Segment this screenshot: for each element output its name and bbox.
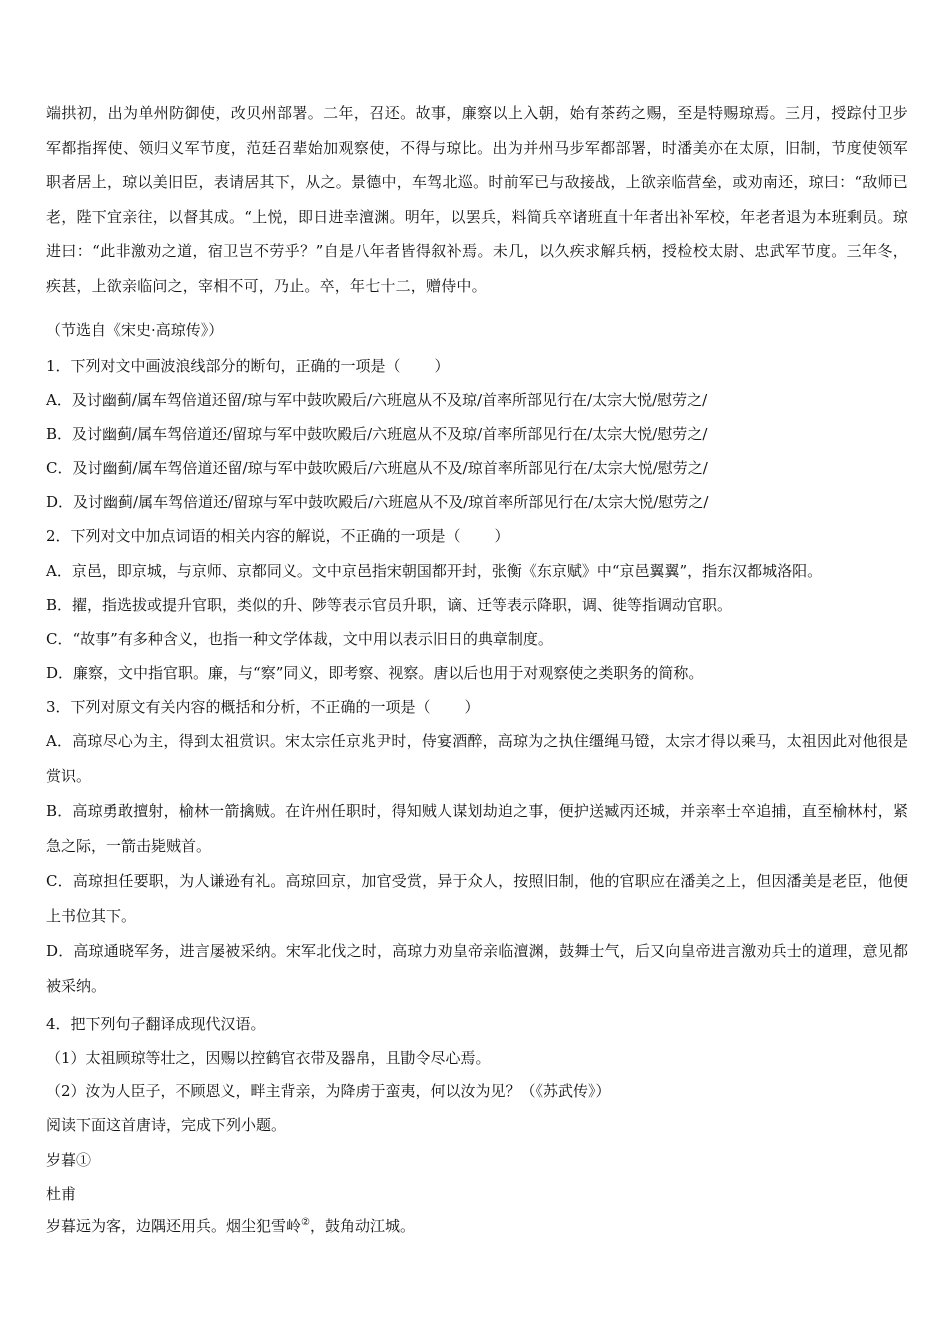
question-3-option-c: C．高琼担任要职，为人谦逊有礼。高琼回京，加官受赏，异于众人，按照旧制，他的官职应在潘美之上，但因潘美是老臣，他便上书位其下。	[46, 872, 908, 925]
question-2-stem-end: ）	[494, 527, 510, 545]
question-1-option-a: A．及讨幽蓟/属车驾倍道还留/琼与军中鼓吹殿后/六班扈从不及琼/首率所部见行在/太宗大悦/慰劳之/	[46, 391, 708, 409]
question-4-item-2: （2）汝为人臣子，不顾恩义，畔主背亲，为降虏于蛮夷，何以汝为见？（《苏武传》）	[46, 1082, 611, 1100]
question-3-option-d: D．高琼通晓军务，进言屡被采纳。宋军北伐之时，高琼力劝皇帝亲临澶渊，鼓舞士气，后又向皇帝进言激劝兵士的道理，意见都被采纳。	[46, 942, 908, 995]
poem-intro: 阅读下面这首唐诗，完成下列小题。	[46, 1116, 287, 1134]
passage-source: （节选自《宋史·高琼传》）	[46, 321, 224, 339]
question-1-stem	[46, 354, 450, 378]
poem-line-1	[46, 1214, 415, 1238]
passage-paragraph: 端拱初，出为单州防御使，改贝州部署。二年，召还。故事，廉察以上入朝，始有茶药之赐，至是特赐琼焉。三月，授踪付卫步军都指挥使、领归义军节度，范廷召辈始加观察使，不得与琼比。出为并州马步军都部署，时潘美亦在太原，旧制，节度使领军职者居上，琼以美旧臣，表请居其下，从之。景德中，车驾北巡。时前军已与敌接战，上欲亲临营垒，或劝南还，琼曰：“敌师已老，陛下宜亲往，以督其成。“上悦，即日进幸澶渊。明年，以罢兵，料简兵卒诸班直十年者出补军校，年老者退为本班剩员。琼进曰：“此非激劝之道，宿卫岂不劳乎？”自是八年者皆得叙补焉。未几，以久疾求解兵柄，授检校太尉、忠武军节度。三年冬，疾甚，上欲亲临问之，宰相不可，乃止。卒，年七十二，赠侍中。	[46, 104, 908, 295]
poem-author: 杜甫	[46, 1185, 77, 1203]
question-2-option-a: A．京邑，即京城，与京师、京都同义。文中京邑指宋朝国都开封，张衡《东京赋》中“京邑翼翼”，指东汉都城洛阳。	[46, 562, 823, 580]
question-2-option-b: B．擢，指选拔或提升官职，类似的升、陟等表示官员升职，谪、迁等表示降职，调、徙等指调动官职。	[46, 596, 733, 614]
question-1-stem-text: 1．下列对文中画波浪线部分的断句，正确的一项是（	[46, 357, 401, 375]
poem-line-1-part-b: ，鼓角动江城。	[309, 1217, 415, 1235]
question-4-item-1: （1）太祖顾琼等壮之，因赐以控鹤官衣带及器帛，且勖令尽心焉。	[46, 1049, 491, 1067]
question-1-option-b: B．及讨幽蓟/属车驾倍道还/留琼与军中鼓吹殿后/六班扈从不及琼/首率所部见行在/太宗大悦/慰劳之/	[46, 425, 708, 443]
question-2-stem	[46, 524, 510, 548]
question-1-option-c: C．及讨幽蓟/属车驾倍道还留/琼与军中鼓吹殿后/六班扈从不及/琼首率所部见行在/太宗大悦/慰劳之/	[46, 459, 708, 477]
question-3-stem-text: 3．下列对原文有关内容的概括和分析，不正确的一项是（	[46, 698, 431, 716]
question-1-option-d: D．及讨幽蓟/属车驾倍道还/留琼与军中鼓吹殿后/六班扈从不及/琼首率所部见行在/太宗大悦/慰劳之/	[46, 493, 709, 511]
question-2-option-c: C．“故事”有多种含义，也指一种文学体裁，文中用以表示旧日的典章制度。	[46, 630, 553, 648]
question-3-stem-end: ）	[464, 698, 480, 716]
question-4-stem: 4．把下列句子翻译成现代汉语。	[46, 1015, 266, 1033]
question-2-option-d: D．廉察，文中指官职。廉，与“察”同义，即考察、视察。唐以后也用于对观察使之类职务的简称。	[46, 664, 704, 682]
question-2-stem-text: 2．下列对文中加点词语的相关内容的解说，不正确的一项是（	[46, 527, 461, 545]
question-3-option-a: A．高琼尽心为主，得到太祖赏识。宋太宗任京兆尹时，侍宴酒醉，高琼为之执住缰绳马镫，太宗才得以乘马，太祖因此对他很是赏识。	[46, 732, 908, 785]
poem-line-1-part-a: 岁暮远为客，边隅还用兵。烟尘犯雪岭	[46, 1217, 302, 1235]
question-1-stem-end: ）	[434, 357, 450, 375]
question-3-option-b: B．高琼勇敢擅射，榆林一箭擒贼。在许州任职时，得知贼人谋划劫迫之事，便护送臧丙还城，并亲率士卒追捕，直至榆林村，紧急之际，一箭击毙贼首。	[46, 802, 908, 855]
footnote-marker: ②	[301, 1217, 310, 1228]
question-3-stem	[46, 695, 480, 719]
poem-title: 岁暮①	[46, 1151, 92, 1169]
